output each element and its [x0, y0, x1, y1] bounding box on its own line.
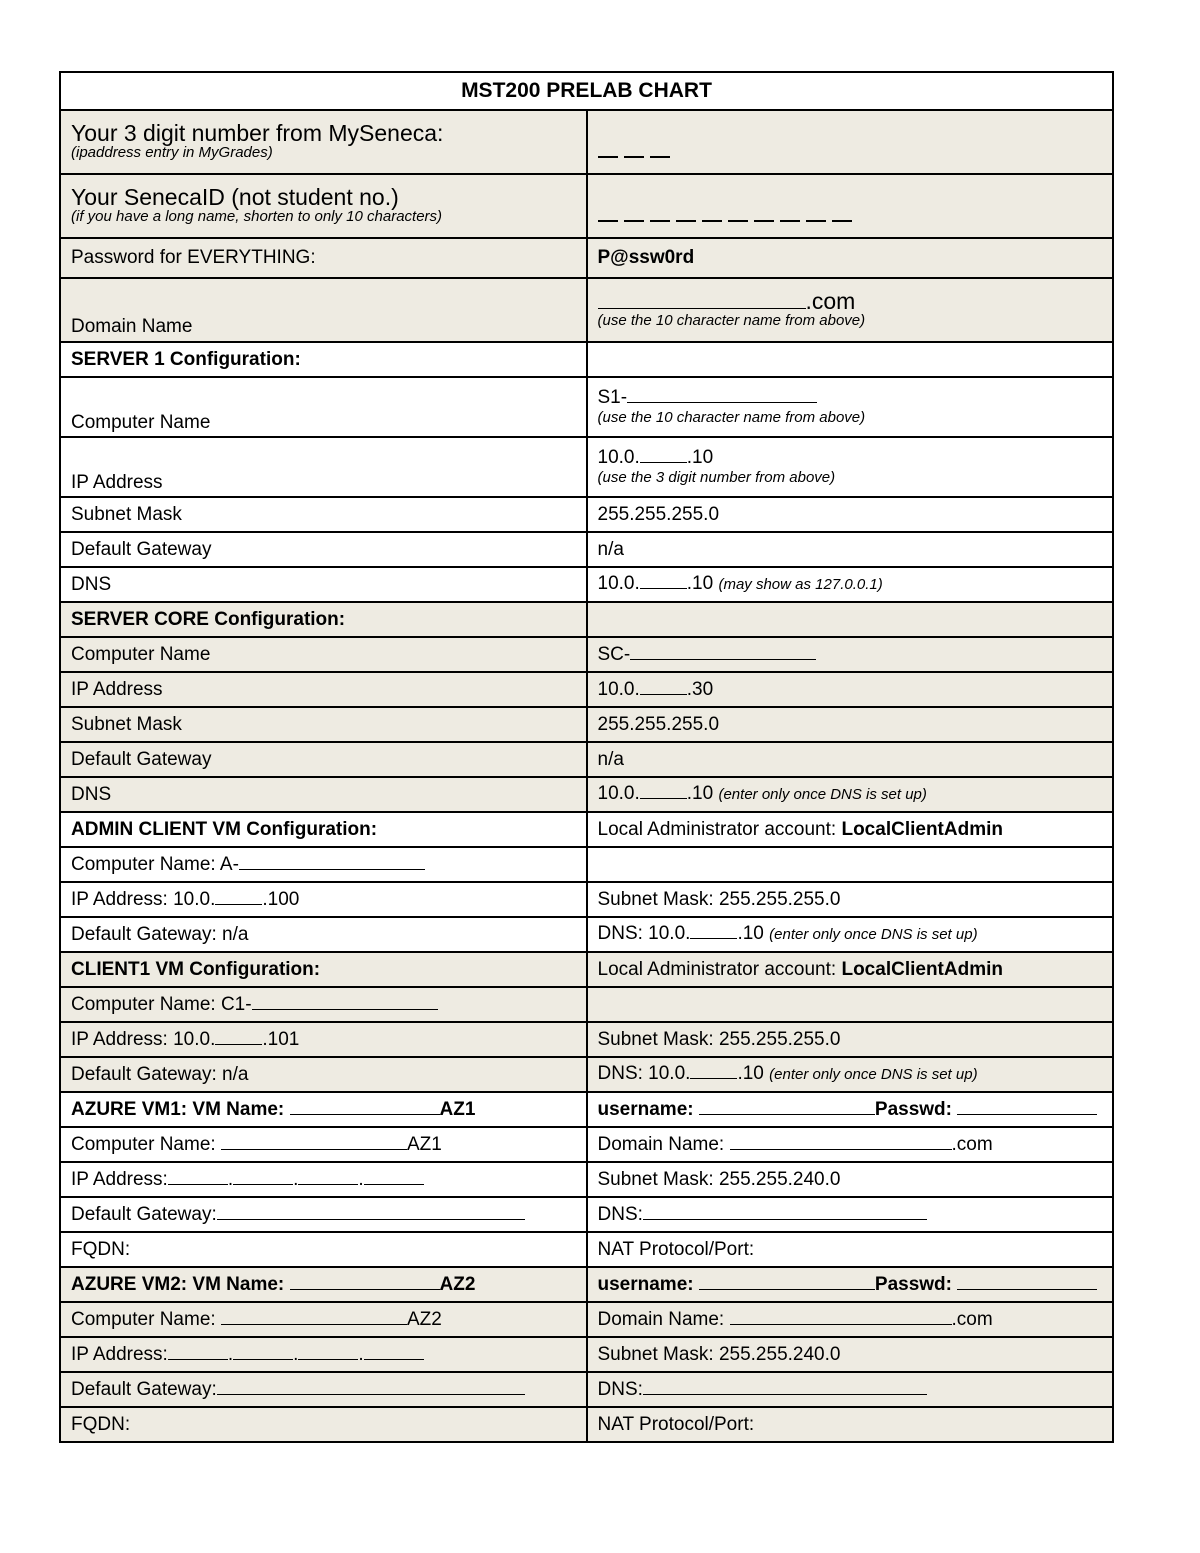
domain-suffix: .com: [805, 288, 856, 314]
client1-ip-cell[interactable]: [60, 1022, 587, 1057]
az2-gateway-label: Default Gateway:: [71, 1378, 217, 1400]
seneca-id-sub: (if you have a long name, shorten to only 10 characters): [71, 208, 443, 225]
core-dns-value-cell[interactable]: [587, 777, 1114, 812]
core-header-row: [60, 602, 1113, 637]
core-dns-label: DNS: [60, 777, 587, 812]
core-header: SERVER CORE Configuration:: [60, 602, 587, 637]
az2-domain-cell[interactable]: [587, 1302, 1114, 1337]
server1-dns-note: (may show as 127.0.0.1): [718, 576, 883, 593]
server1-dns-row: [60, 567, 1113, 602]
core-dns-note: (enter only once DNS is set up): [718, 786, 927, 803]
server1-header: SERVER 1 Configuration:: [60, 342, 587, 377]
domain-label: Domain Name: [60, 278, 587, 342]
chart-title: MST200 PRELAB CHART: [60, 72, 1113, 110]
az1-computer-name-row: [60, 1127, 1113, 1162]
az2-gateway-row: [60, 1372, 1113, 1407]
az1-vm-cell[interactable]: [60, 1092, 587, 1127]
admin-dns-pre: DNS: 10.0.: [597, 923, 691, 944]
az1-credentials-cell[interactable]: [587, 1092, 1114, 1127]
server1-ip-pre: 10.0.: [597, 447, 640, 468]
client1-empty: [587, 987, 1114, 1022]
admin-dns-cell[interactable]: [587, 917, 1114, 952]
core-ip-pre: 10.0.: [597, 678, 640, 700]
admin-ip-row: [60, 882, 1113, 917]
admin-computer-name-cell[interactable]: [60, 847, 587, 882]
az2-vm-cell[interactable]: [60, 1267, 587, 1302]
admin-ip-post: .100: [262, 888, 300, 910]
az1-vm-suffix: AZ1: [439, 1098, 476, 1120]
domain-value-cell[interactable]: [587, 278, 1114, 342]
client1-dns-cell[interactable]: [587, 1057, 1114, 1092]
az2-computer-name-label: Computer Name:: [71, 1308, 216, 1330]
az1-ip-cell[interactable]: IP Address: . . .: [60, 1162, 587, 1197]
az1-gateway-label: Default Gateway:: [71, 1203, 217, 1225]
az1-username-label: username:: [597, 1098, 694, 1120]
server1-computer-name-label: Computer Name: [60, 377, 587, 437]
server1-dns-post: .10: [686, 573, 714, 594]
az2-ip-cell[interactable]: IP Address: . . .: [60, 1337, 587, 1372]
admin-computer-name-row: [60, 847, 1113, 882]
server1-dns-label: DNS: [60, 567, 587, 602]
client1-computer-name-label: Computer Name: C1-: [71, 993, 252, 1015]
client1-dns-note: (enter only once DNS is set up): [769, 1066, 978, 1083]
az1-vm-row: [60, 1092, 1113, 1127]
admin-gateway-row: [60, 917, 1113, 952]
three-digit-row: [60, 110, 1113, 174]
title-row: [60, 72, 1113, 110]
client1-header: CLIENT1 VM Configuration:: [60, 952, 587, 987]
az2-computer-name-suffix: AZ2: [406, 1308, 442, 1330]
az1-domain-label: Domain Name:: [597, 1133, 725, 1155]
server1-dns-pre: 10.0.: [597, 573, 640, 594]
az2-fqdn-label: FQDN:: [60, 1407, 587, 1442]
client1-account-value: LocalClientAdmin: [841, 958, 1003, 980]
core-ip-label: IP Address: [60, 672, 587, 707]
az1-nat-label: NAT Protocol/Port:: [587, 1232, 1114, 1267]
admin-subnet: Subnet Mask: 255.255.255.0: [587, 882, 1114, 917]
admin-empty: [587, 847, 1114, 882]
admin-header: ADMIN CLIENT VM Configuration:: [60, 812, 587, 847]
az1-passwd-label: Passwd:: [874, 1098, 952, 1120]
server1-ip-row: [60, 437, 1113, 497]
server1-ip-note: (use the 3 digit number from above): [597, 469, 836, 486]
client1-header-row: [60, 952, 1113, 987]
az2-gateway-cell[interactable]: [60, 1372, 587, 1407]
admin-account-cell: [587, 812, 1114, 847]
core-dns-pre: 10.0.: [597, 783, 640, 804]
az2-dns-cell[interactable]: [587, 1372, 1114, 1407]
az1-gateway-cell[interactable]: [60, 1197, 587, 1232]
server1-gateway-row: [60, 532, 1113, 567]
az2-credentials-cell[interactable]: [587, 1267, 1114, 1302]
three-digit-sub: (ipaddress entry in MyGrades): [71, 144, 273, 161]
three-digit-blanks: [598, 120, 1103, 164]
az1-gateway-row: [60, 1197, 1113, 1232]
server1-computer-name-note: (use the 10 character name from above): [597, 409, 866, 426]
admin-dns-post: .10: [737, 923, 764, 944]
core-ip-value-cell[interactable]: [587, 672, 1114, 707]
server1-computer-name-value-cell[interactable]: [587, 377, 1114, 437]
seneca-id-row: [60, 174, 1113, 238]
client1-computer-name-row: [60, 987, 1113, 1022]
three-digit-label: Your 3 digit number from MySeneca:: [71, 120, 444, 146]
client1-dns-pre: DNS: 10.0.: [597, 1063, 691, 1084]
domain-row: [60, 278, 1113, 342]
server1-computer-name-row: [60, 377, 1113, 437]
server1-subnet-row: [60, 497, 1113, 532]
domain-note: (use the 10 character name from above): [597, 312, 866, 329]
core-computer-name-row: [60, 637, 1113, 672]
three-digit-label-cell: [60, 110, 587, 174]
core-computer-name-prefix: SC-: [597, 643, 631, 665]
server1-ip-post: .10: [686, 447, 714, 468]
core-computer-name-label: Computer Name: [60, 637, 587, 672]
admin-ip-cell[interactable]: [60, 882, 587, 917]
az2-domain-label: Domain Name:: [597, 1308, 725, 1330]
admin-dns-note: (enter only once DNS is set up): [769, 926, 978, 943]
core-dns-row: [60, 777, 1113, 812]
az1-fqdn-row: [60, 1232, 1113, 1267]
az1-dns-label: DNS:: [597, 1203, 643, 1225]
client1-gateway: Default Gateway: n/a: [60, 1057, 587, 1092]
az2-ip-row: [60, 1337, 1113, 1372]
az2-vm-suffix: AZ2: [439, 1273, 476, 1295]
az1-domain-suffix: .com: [951, 1133, 993, 1155]
az1-domain-cell[interactable]: [587, 1127, 1114, 1162]
seneca-id-value-cell[interactable]: [587, 174, 1114, 238]
server1-subnet-label: Subnet Mask: [60, 497, 587, 532]
core-gateway-row: [60, 742, 1113, 777]
server1-computer-name-prefix: S1-: [597, 387, 628, 408]
server1-gateway-label: Default Gateway: [60, 532, 587, 567]
server1-header-empty: [587, 342, 1114, 377]
server1-gateway-value: n/a: [587, 532, 1114, 567]
az1-computer-name-label: Computer Name:: [71, 1133, 216, 1155]
admin-ip-pre: IP Address: 10.0.: [71, 888, 216, 910]
admin-account-value: LocalClientAdmin: [841, 818, 1003, 840]
server1-ip-label: IP Address: [60, 437, 587, 497]
server1-subnet-value: 255.255.255.0: [587, 497, 1114, 532]
password-row: [60, 238, 1113, 278]
admin-computer-name-label: Computer Name: A-: [71, 853, 239, 875]
server1-dns-value-cell[interactable]: [587, 567, 1114, 602]
core-header-empty: [587, 602, 1114, 637]
seneca-id-blanks: [598, 184, 1103, 228]
client1-account-cell: [587, 952, 1114, 987]
az1-computer-name-cell[interactable]: [60, 1127, 587, 1162]
az1-ip-label: IP Address:: [71, 1168, 168, 1190]
server1-ip-value-cell[interactable]: [587, 437, 1114, 497]
client1-ip-post: .101: [262, 1028, 300, 1050]
az2-vm-row: [60, 1267, 1113, 1302]
core-computer-name-value-cell[interactable]: [587, 637, 1114, 672]
az1-fqdn-label: FQDN:: [60, 1232, 587, 1267]
admin-gateway: Default Gateway: n/a: [60, 917, 587, 952]
az2-username-label: username:: [597, 1273, 694, 1295]
client1-ip-row: [60, 1022, 1113, 1057]
admin-header-row: [60, 812, 1113, 847]
server1-header-row: [60, 342, 1113, 377]
three-digit-value-cell[interactable]: [587, 110, 1114, 174]
az2-computer-name-cell[interactable]: [60, 1302, 587, 1337]
client1-subnet: Subnet Mask: 255.255.255.0: [587, 1022, 1114, 1057]
az2-nat-label: NAT Protocol/Port:: [587, 1407, 1114, 1442]
az2-computer-name-row: [60, 1302, 1113, 1337]
client1-computer-name-cell[interactable]: [60, 987, 587, 1022]
admin-account-label: Local Administrator account:: [597, 818, 837, 840]
core-subnet-value: 255.255.255.0: [587, 707, 1114, 742]
az2-dns-label: DNS:: [597, 1378, 643, 1400]
az1-computer-name-suffix: AZ1: [406, 1133, 442, 1155]
seneca-id-label: Your SenecaID (not student no.): [71, 184, 399, 210]
client1-ip-pre: IP Address: 10.0.: [71, 1028, 216, 1050]
client1-gateway-row: [60, 1057, 1113, 1092]
az2-ip-label: IP Address:: [71, 1343, 168, 1365]
az2-vm-label: AZURE VM2: VM Name:: [71, 1273, 285, 1295]
az2-subnet: Subnet Mask: 255.255.240.0: [587, 1337, 1114, 1372]
password-label: Password for EVERYTHING:: [60, 238, 587, 278]
client1-dns-post: .10: [737, 1063, 764, 1084]
core-gateway-label: Default Gateway: [60, 742, 587, 777]
az2-passwd-label: Passwd:: [874, 1273, 952, 1295]
password-value: P@ssw0rd: [587, 238, 1114, 278]
core-dns-post: .10: [686, 783, 714, 804]
prelab-chart-table: [59, 71, 1114, 1443]
az2-domain-suffix: .com: [951, 1308, 993, 1330]
az2-fqdn-row: [60, 1407, 1113, 1442]
core-ip-post: .30: [686, 678, 714, 700]
az1-ip-row: [60, 1162, 1113, 1197]
core-gateway-value: n/a: [587, 742, 1114, 777]
core-subnet-row: [60, 707, 1113, 742]
az1-subnet: Subnet Mask: 255.255.240.0: [587, 1162, 1114, 1197]
az1-vm-label: AZURE VM1: VM Name:: [71, 1098, 285, 1120]
core-ip-row: [60, 672, 1113, 707]
client1-account-label: Local Administrator account:: [597, 958, 837, 980]
core-subnet-label: Subnet Mask: [60, 707, 587, 742]
az1-dns-cell[interactable]: [587, 1197, 1114, 1232]
seneca-id-label-cell: [60, 174, 587, 238]
